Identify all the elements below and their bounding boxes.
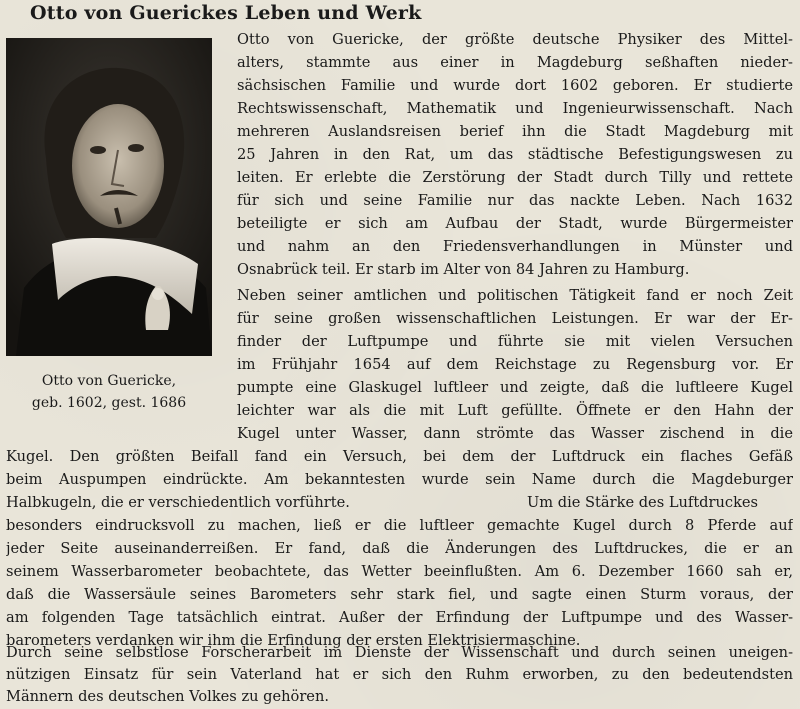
text-line: für sich und seine Familie nur das nackte Leben. Nach 1632 [237,192,793,209]
text-line: besonders eindrucksvoll zu machen, ließ er die luftleer gemachte Kugel durch 8 Pferde auf [6,517,793,534]
caption-dates: geb. 1602, gest. 1686 [31,395,187,411]
text-line: pumpte eine Glaskugel luftleer und zeigte, daß die luftleere Kugel [237,379,793,396]
text-line: Kugel. Den größten Beifall fand ein Versuch, bei dem der Luftdruck ein flaches Gefäß [6,448,793,465]
text-line: seinem Wasserbarometer beobachtete, das Wetter beeinflußten. Am 6. Dezember 1660 sah er, [6,563,793,580]
text-line: finder der Luftpumpe und führte sie mit vielen Versuchen [237,333,793,350]
text-line: 25 Jahren in den Rat, um das städtische Befestigungswesen zu [237,146,793,163]
text-line: alters, stammte aus einer in Magdeburg seßhaften nieder- [237,54,793,71]
text-line: im Frühjahr 1654 auf dem Reichstage zu Regensburg vor. Er [237,356,793,373]
text-line: für seine großen wissenschaftlichen Leistungen. Er war der Er- [237,310,793,327]
portrait-caption [6,370,212,414]
text-line: und nahm an den Friedensverhandlungen in Münster und [237,238,793,255]
caption-name: Otto von Guericke, [41,373,177,389]
text-line: daß die Wassersäule seines Barometers sehr stark fiel, und sagte einen Sturm voraus, der [6,586,793,603]
text-line: Kugel unter Wasser, dann strömte das Wasser zischend in die [237,425,793,442]
portrait-image [6,38,212,356]
text-line: nützigen Einsatz für sein Vaterland hat er sich den Ruhm erworben, zu den bedeutendsten [6,666,793,683]
page-title: Otto von Guerickes Leben und Werk [30,2,422,24]
text-line: Männern des deutschen Volkes zu gehören. [6,688,329,705]
text-line: Osnabrück teil. Er starb im Alter von 84 Jahren zu Hamburg. [237,261,690,278]
text-line: Neben seiner amtlichen und politischen Tätigkeit fand er noch Zeit [237,287,793,304]
text-line: sächsischen Familie und wurde dort 1602 geboren. Er studierte [237,77,793,94]
text-line: leichter war als die mit Luft gefüllte. Öffnete er den Hahn der [237,402,793,419]
text-line: jeder Seite auseinanderreißen. Er fand, daß die Änderungen des Luftdruckes, die er an [6,540,793,557]
text-line: Otto von Guericke, der größte deutsche Physiker des Mittel- [237,31,793,48]
text-line: Halbkugeln, die er verschiedentlich vorführte. [6,494,350,511]
text-line: beim Auspumpen eindrückte. Am bekanntesten wurde sein Name durch die Magdeburger [6,471,793,488]
text-line: Um die Stärke des Luftdruckes [527,494,759,511]
text-line: mehreren Auslandsreisen berief ihn die Stadt Magdeburg mit [237,123,793,140]
text-line: beteiligte er sich am Aufbau der Stadt, wurde Bürgermeister [237,215,793,232]
portrait-drawing [6,38,212,356]
text-line: barometers verdanken wir ihm die Erfindung der ersten Elektrisiermaschine. [6,632,581,649]
text-line: Rechtswissenschaft, Mathematik und Ingenieurwissenschaft. Nach [237,100,793,117]
text-line: leiten. Er erlebte die Zerstörung der Stadt durch Tilly und rettete [237,169,793,186]
text-line: am folgenden Tage tatsächlich eintrat. Außer der Erfindung der Luftpumpe und des Wasser- [6,609,793,626]
text-line: Durch seine selbstlose Forscherarbeit im Dienste der Wissenschaft und durch seinen uneigen- [6,644,793,661]
